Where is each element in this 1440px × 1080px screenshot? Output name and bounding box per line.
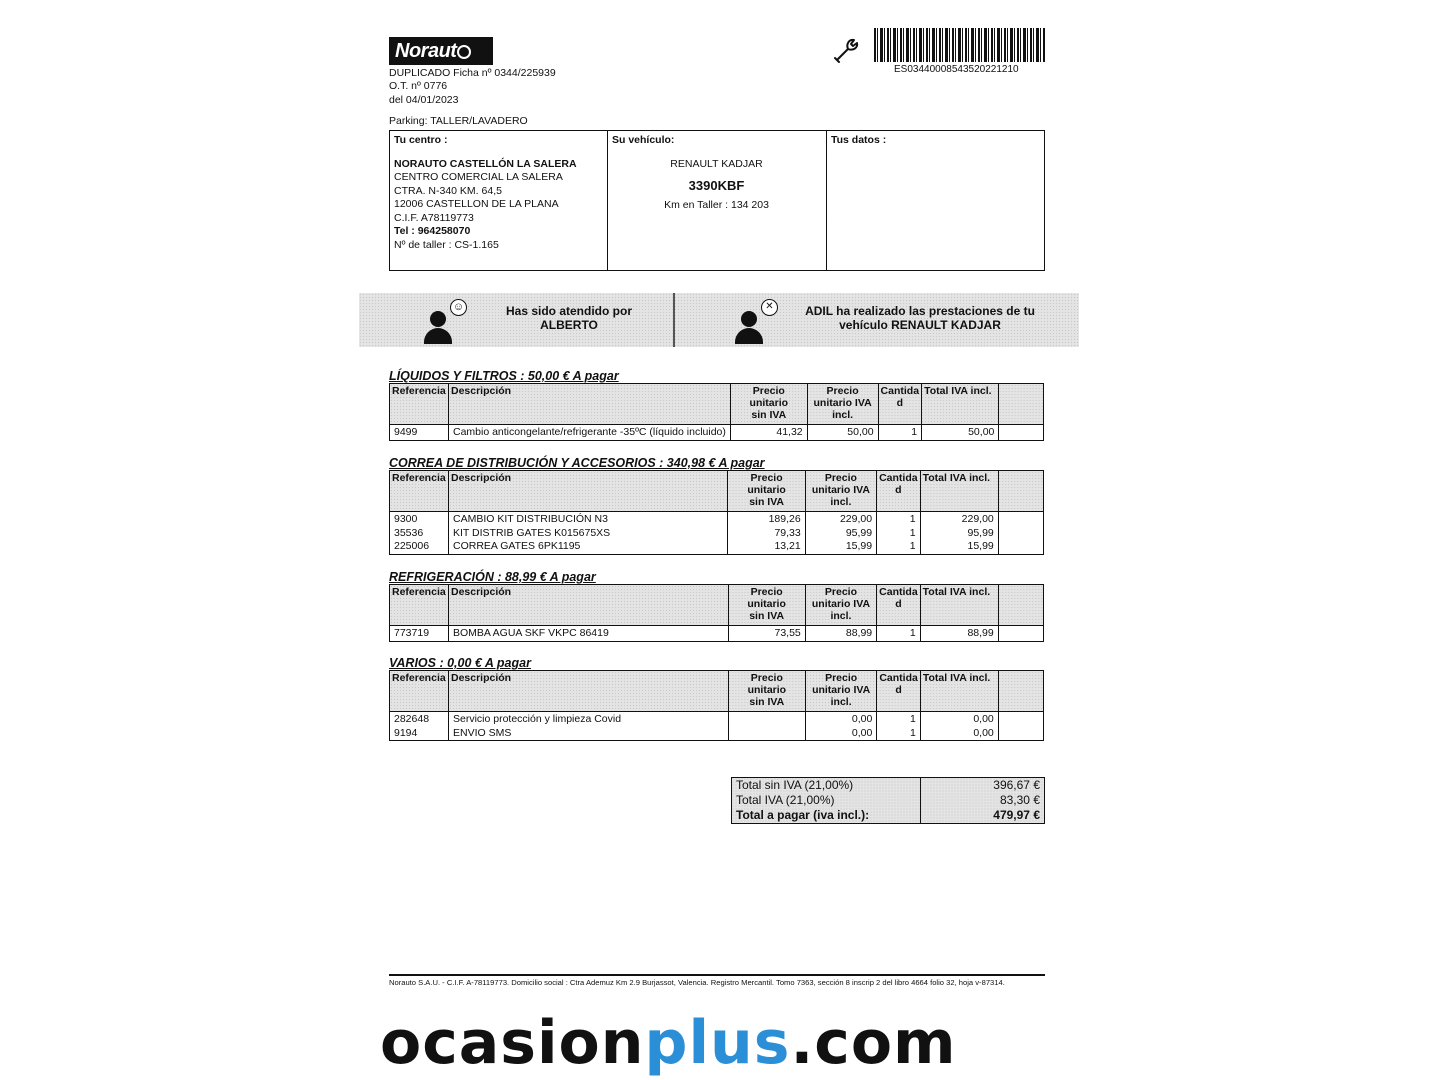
watermark-plus: plus (644, 1008, 791, 1078)
centro-line2: CTRA. N-340 KM. 64,5 (394, 185, 502, 197)
cell-cantidad: 1 (877, 512, 921, 527)
col-extra (999, 384, 1044, 425)
footer-legal: Norauto S.A.U. - C.I.F. A-78119773. Domicilio social : Ctra Ademuz Km 2.9 Burjassot, Valencia. Registro Mercantil. Tomo 7363, sección 8 inscrip 2 del libro 4664 folio 32, hoja v-87314. (389, 978, 1005, 987)
mechanic-line1: ADIL ha realizado las prestaciones de tu (805, 304, 1035, 318)
duplicado-text: DUPLICADO Ficha nº 0344/225939 (389, 67, 556, 79)
cell-descripcion: CORREA GATES 6PK1195 (448, 540, 727, 554)
datos-box (826, 130, 1045, 271)
col-precio-iva: Precio unitario IVA incl. (805, 671, 876, 712)
centro-taller: Nº de taller : CS-1.165 (394, 239, 499, 251)
table-row (390, 512, 1044, 527)
col-cantidad: Cantida d (878, 384, 922, 425)
cell-precio-sin-iva: 41,32 (730, 425, 807, 441)
cell-precio-iva: 50,00 (807, 425, 878, 441)
col-total: Total IVA incl. (922, 384, 999, 425)
parking-text: Parking: TALLER/LAVADERO (389, 115, 528, 127)
cell-extra (998, 527, 1043, 541)
total-pagar-label: Total a pagar (iva incl.): (732, 808, 921, 824)
cell-referencia: 282648 (390, 712, 449, 727)
cell-precio-iva: 15,99 (805, 540, 876, 554)
cell-total: 88,99 (920, 626, 998, 642)
cell-cantidad: 1 (877, 540, 921, 554)
centro-line3: 12006 CASTELLON DE LA PLANA (394, 198, 559, 210)
cell-extra (998, 712, 1043, 727)
staff-banner (359, 293, 1079, 347)
mechanic-line2: vehículo RENAULT KADJAR (839, 318, 1001, 332)
total-iva-value: 83,30 € (999, 793, 1040, 807)
barcode (874, 28, 1045, 62)
cell-cantidad: 1 (877, 527, 921, 541)
cell-extra (999, 425, 1044, 441)
col-extra (998, 671, 1043, 712)
advisor-name: ALBERTO (540, 318, 598, 332)
col-precio-sin-iva: Precio unitario sin IVA (728, 471, 805, 512)
col-descripcion: Descripción (448, 384, 730, 425)
ot-number: O.T. nº 0776 (389, 80, 448, 92)
section-title-varios: VARIOS : 0,00 € A pagar (389, 656, 531, 670)
section-title-correa: CORREA DE DISTRIBUCIÓN Y ACCESORIOS : 340,98 € A pagar (389, 456, 765, 470)
items-table-liquidos (389, 383, 1044, 441)
col-precio-iva: Precio unitario IVA incl. (805, 585, 876, 626)
col-referencia: Referencia (390, 671, 449, 712)
cell-precio-iva: 88,99 (805, 626, 876, 642)
col-precio-sin-iva: Precio unitario sin IVA (728, 585, 805, 626)
cell-descripcion: Cambio anticongelante/refrigerante -35ºC (líquido incluido) (448, 425, 730, 441)
total-iva-row (732, 793, 1045, 808)
col-cantidad: Cantida d (877, 471, 921, 512)
cell-referencia: 35536 (390, 527, 449, 541)
watermark-com: .com (790, 1008, 957, 1078)
vehiculo-label: Su vehículo: (612, 134, 675, 146)
col-referencia: Referencia (390, 585, 449, 626)
col-referencia: Referencia (390, 471, 449, 512)
cell-total: 50,00 (922, 425, 999, 441)
cell-descripcion: Servicio protección y limpieza Covid (448, 712, 728, 727)
document-date: del 04/01/2023 (389, 94, 459, 106)
tools-icon: ✕ (761, 299, 778, 316)
cell-precio-iva: 0,00 (805, 727, 876, 741)
cell-extra (998, 626, 1043, 642)
advisor-line1: Has sido atendido por (505, 304, 632, 318)
cell-referencia: 9499 (390, 425, 449, 441)
items-table-refrigeracion (389, 584, 1044, 642)
cell-descripcion: ENVIO SMS (448, 727, 728, 741)
col-referencia: Referencia (390, 384, 449, 425)
centro-tel: Tel : 964258070 (394, 225, 471, 237)
cell-referencia: 225006 (390, 540, 449, 554)
col-cantidad: Cantida d (877, 585, 921, 626)
cell-total: 0,00 (920, 712, 998, 727)
totals-table (731, 777, 1045, 824)
col-precio-iva: Precio unitario IVA incl. (807, 384, 878, 425)
datos-label: Tus datos : (831, 134, 887, 146)
centro-name: NORAUTO CASTELLÓN LA SALERA (394, 158, 577, 170)
col-descripcion: Descripción (448, 671, 728, 712)
total-pagar-row (732, 808, 1045, 824)
smiley-icon: ☺ (450, 299, 467, 316)
centro-box (389, 130, 608, 271)
table-row (390, 626, 1044, 642)
cell-precio-iva: 229,00 (805, 512, 876, 527)
table-header-row (390, 384, 1044, 425)
col-total: Total IVA incl. (920, 671, 998, 712)
footer-rule (389, 974, 1045, 976)
cell-descripcion: KIT DISTRIB GATES K015675XS (448, 527, 727, 541)
cell-extra (998, 512, 1043, 527)
vehiculo-km: Km en Taller : 134 203 (664, 199, 769, 211)
col-precio-sin-iva: Precio unitario sin IVA (728, 671, 805, 712)
table-row (390, 540, 1044, 554)
cell-precio-sin-iva (728, 727, 805, 741)
total-sin-iva-value: 396,67 € (993, 778, 1040, 792)
cell-extra (998, 727, 1043, 741)
cell-extra (998, 540, 1043, 554)
cell-cantidad: 1 (877, 727, 921, 741)
table-header-row (390, 471, 1044, 512)
vehiculo-plate: 3390KBF (688, 178, 745, 193)
cell-total: 229,00 (920, 512, 998, 527)
section-title-refrigeracion: REFRIGERACIÓN : 88,99 € A pagar (389, 570, 596, 584)
cell-cantidad: 1 (877, 626, 921, 642)
wrench-icon (832, 36, 862, 64)
cell-precio-iva: 95,99 (805, 527, 876, 541)
cell-total: 15,99 (920, 540, 998, 554)
cell-total: 0,00 (920, 727, 998, 741)
centro-label: Tu centro : (394, 134, 448, 146)
total-sin-iva-row (732, 778, 1045, 794)
barcode-number: ES03440008543520221210 (894, 64, 1019, 75)
table-header-row (390, 671, 1044, 712)
table-row (390, 712, 1044, 727)
cell-total: 95,99 (920, 527, 998, 541)
ocasionplus-watermark (380, 1008, 1070, 1078)
cell-precio-sin-iva: 189,26 (728, 512, 805, 527)
col-extra (998, 471, 1043, 512)
table-row (390, 527, 1044, 541)
total-pagar-value: 479,97 € (993, 808, 1040, 822)
cell-referencia: 9194 (390, 727, 449, 741)
table-row (390, 727, 1044, 741)
col-extra (998, 585, 1043, 626)
norauto-logo: Noraut (389, 37, 493, 65)
cell-precio-sin-iva: 79,33 (728, 527, 805, 541)
watermark-ocasion: ocasion (380, 1008, 645, 1078)
col-descripcion: Descripción (448, 471, 727, 512)
col-precio-sin-iva: Precio unitario sin IVA (730, 384, 807, 425)
col-cantidad: Cantida d (877, 671, 921, 712)
vehiculo-model: RENAULT KADJAR (670, 158, 763, 170)
cell-referencia: 773719 (390, 626, 449, 642)
items-table-varios (389, 670, 1044, 741)
cell-cantidad: 1 (878, 425, 922, 441)
banner-divider (673, 293, 675, 347)
col-precio-iva: Precio unitario IVA incl. (805, 471, 876, 512)
total-iva-label: Total IVA (21,00%) (732, 793, 921, 808)
cell-descripcion: BOMBA AGUA SKF VKPC 86419 (448, 626, 728, 642)
cell-precio-sin-iva: 13,21 (728, 540, 805, 554)
table-header-row (390, 585, 1044, 626)
col-total: Total IVA incl. (920, 585, 998, 626)
cell-descripcion: CAMBIO KIT DISTRIBUCIÓN N3 (448, 512, 727, 527)
section-title-liquidos: LÍQUIDOS Y FILTROS : 50,00 € A pagar (389, 369, 619, 383)
total-sin-iva-label: Total sin IVA (21,00%) (732, 778, 921, 794)
table-row (390, 425, 1044, 441)
cell-referencia: 9300 (390, 512, 449, 527)
items-table-correa (389, 470, 1044, 555)
centro-cif: C.I.F. A78119773 (394, 212, 474, 224)
vehiculo-box (607, 130, 827, 271)
col-descripcion: Descripción (448, 585, 728, 626)
cell-cantidad: 1 (877, 712, 921, 727)
col-total: Total IVA incl. (920, 471, 998, 512)
cell-precio-sin-iva (728, 712, 805, 727)
cell-precio-sin-iva: 73,55 (728, 626, 805, 642)
cell-precio-iva: 0,00 (805, 712, 876, 727)
centro-line1: CENTRO COMERCIAL LA SALERA (394, 171, 563, 183)
